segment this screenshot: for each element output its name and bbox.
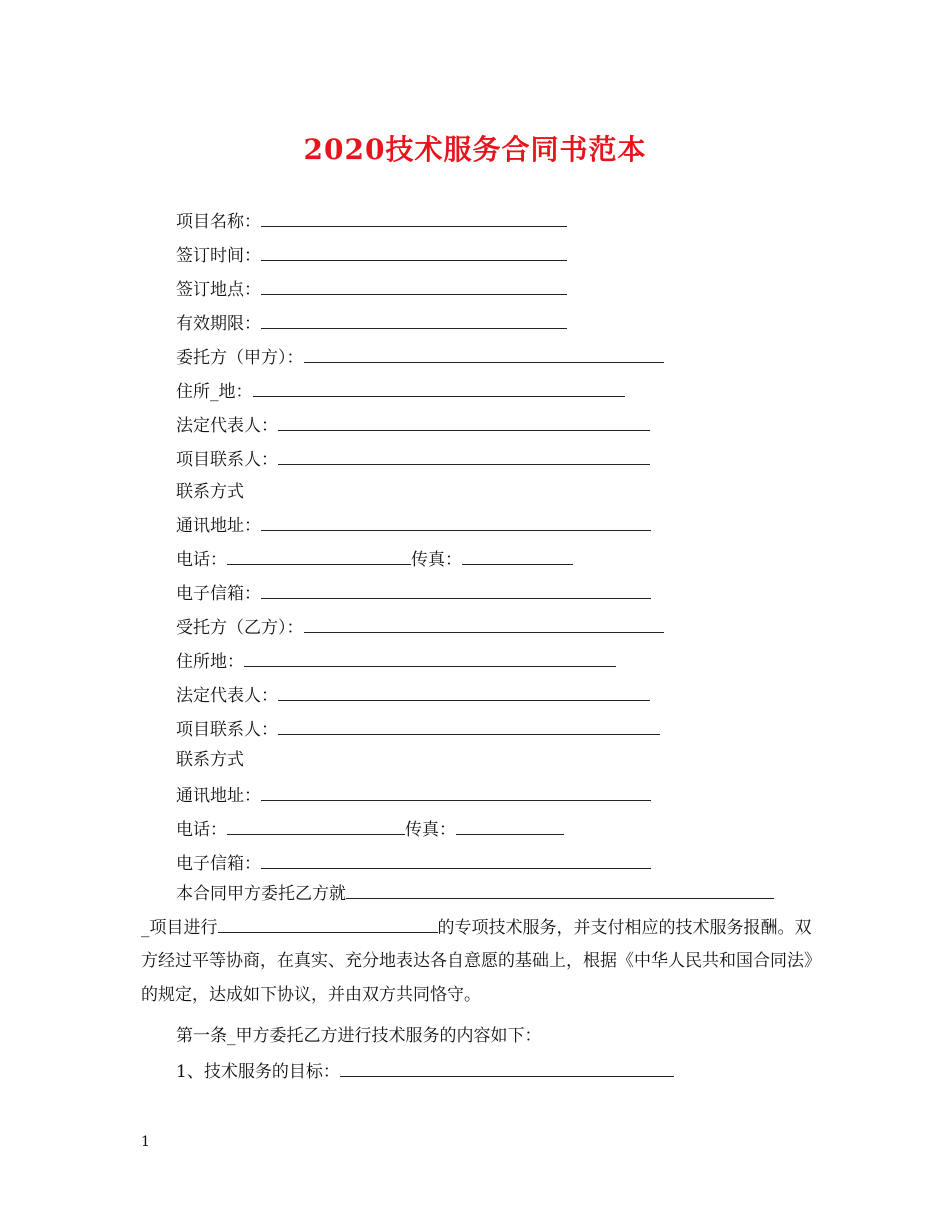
blank-line[interactable] [218,914,438,933]
field-a-email: 电子信箱： [176,580,651,606]
field-valid-period: 有效期限： [176,310,567,336]
blank-line[interactable] [278,716,660,735]
field-sign-place: 签订地点： [176,276,567,302]
field-b-legal-rep: 法定代表人： [176,682,650,708]
blank-line[interactable] [346,880,774,899]
blank-line[interactable] [261,782,651,801]
field-b-mail-address: 通讯地址： [176,782,651,808]
blank-line[interactable] [261,580,651,599]
blank-line[interactable] [456,816,564,835]
field-sign-time: 签订时间： [176,242,567,268]
field-a-contact-method: 联系方式 [176,482,244,502]
blank-line[interactable] [227,816,405,835]
blank-line[interactable] [304,344,664,363]
article-1-heading: 第一条_甲方委托乙方进行技术服务的内容如下： [176,1026,542,1046]
blank-line[interactable] [244,648,616,667]
field-a-legal-rep: 法定代表人： [176,412,650,438]
field-b-contact-method: 联系方式 [176,750,244,770]
blank-line[interactable] [340,1058,674,1077]
field-b-phone-fax: 电话： 传真： [176,816,564,842]
blank-line[interactable] [304,614,664,633]
field-party-b: 受托方（乙方）： [176,614,664,640]
blank-line[interactable] [261,850,651,869]
blank-line[interactable] [278,412,650,431]
blank-line[interactable] [261,310,567,329]
field-b-address: 住所地： [176,648,616,674]
blank-line[interactable] [462,546,573,565]
document-title: 2020技术服务合同书范本 [303,133,647,166]
blank-line[interactable] [227,546,411,565]
blank-line[interactable] [278,446,650,465]
item-1-service-goal: 1、技术服务的目标： [176,1058,674,1084]
field-a-mail-address: 通讯地址： [176,512,651,538]
page-number: 1 [141,1134,150,1150]
field-project-name: 项目名称： [176,208,567,234]
contract-intro-paragraph: 本合同甲方委托乙方就 _项目进行 的专项技术服务，并支付相应的技术服务报酬。双方经过平等协商，在真实、充分地表达各自意愿的基础上，根据《中华人民共和国合同法》的规定，达成如下协议，并由双方共同恪守。 [141,878,813,1012]
blank-line[interactable] [261,242,567,261]
field-a-contact-person: 项目联系人： [176,446,650,472]
field-b-contact-person: 项目联系人： [176,716,660,742]
blank-line[interactable] [253,378,625,397]
blank-line[interactable] [261,208,567,227]
field-a-address: 住所_地： [176,378,625,404]
field-a-phone-fax: 电话： 传真： [176,546,573,572]
blank-line[interactable] [261,512,651,531]
field-b-email: 电子信箱： [176,850,651,876]
blank-line[interactable] [261,276,567,295]
blank-line[interactable] [278,682,650,701]
field-party-a: 委托方（甲方）： [176,344,664,370]
